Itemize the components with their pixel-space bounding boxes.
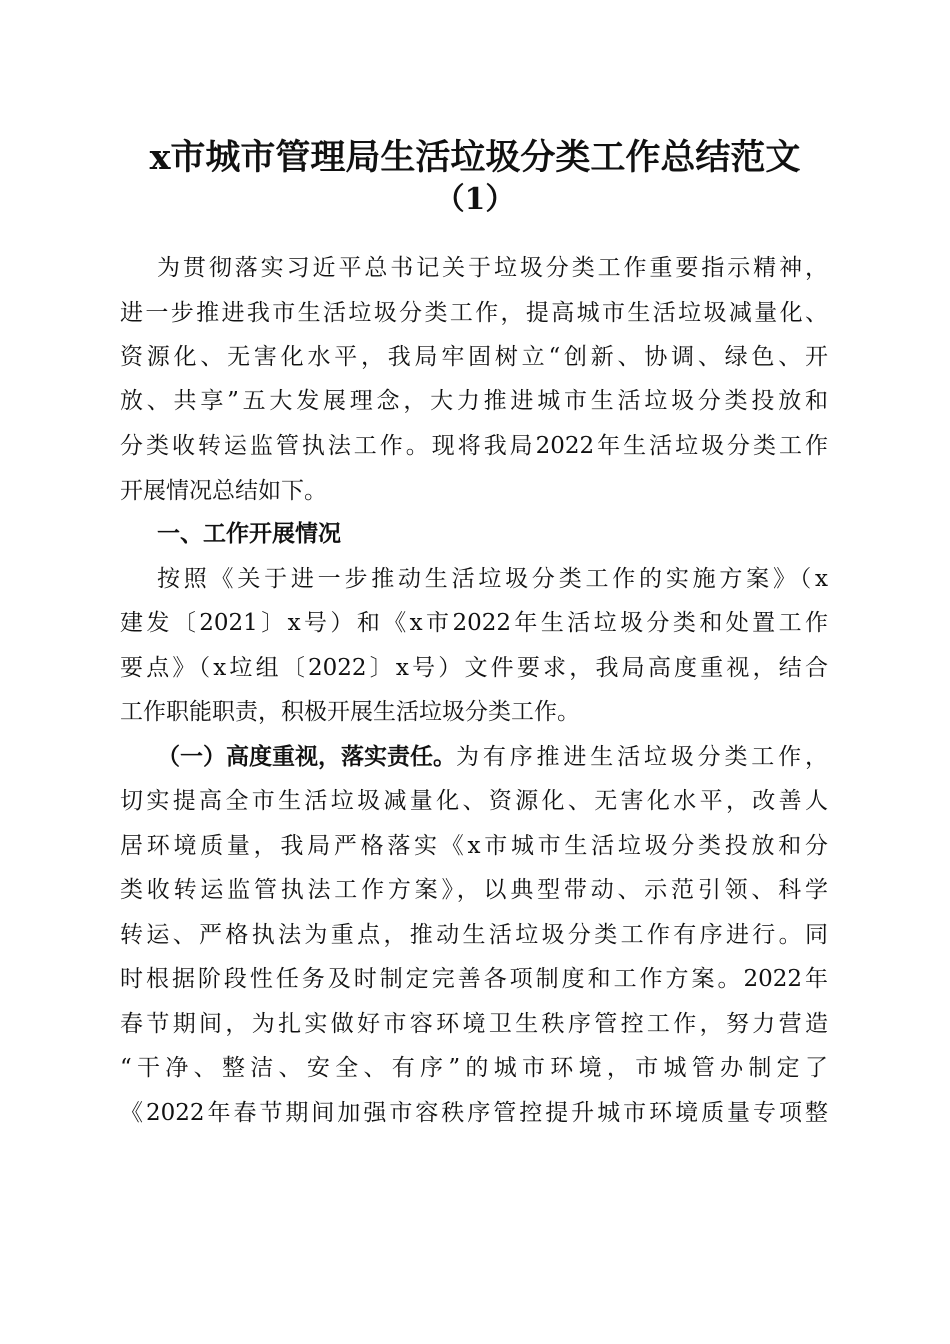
text-line: 进一步推进我市生活垃圾分类工作，提高城市生活垃圾减量化、 [120,300,828,326]
text-line: 时根据阶段性任务及时制定完善各项制度和工作方案。2022年 [120,966,828,992]
text-line: “干净、整洁、安全、有序”的城市环境，市城管办制定了 [120,1055,828,1081]
text-line: 为贯彻落实习近平总书记关于垃圾分类工作重要指示精神， [157,255,828,281]
text-line: 按照《关于进一步推动生活垃圾分类工作的实施方案》（x [157,566,828,592]
document-title: x市城市管理局生活垃圾分类工作总结范文 [149,137,801,178]
text-line [157,742,828,772]
text-line: 分类收转运监管执法工作。现将我局2022年生活垃圾分类工作 [120,433,828,459]
subsection-lead: （一）高度重视，落实责任。 [157,743,456,770]
text-line: 类收转运监管执法工作方案》，以典型带动、示范引领、科学 [120,877,828,903]
text-line: 要点》（x垃组〔2022〕x号）文件要求，我局高度重视，结合 [120,655,828,681]
text-line: 转运、严格执法为重点，推动生活垃圾分类工作有序进行。同 [120,922,828,948]
text-line: 《2022年春节期间加强市容秩序管控提升城市环境质量专项整 [120,1100,828,1126]
text-span: 为有序推进生活垃圾分类工作， [456,744,828,770]
text-line: 居环境质量，我局严格落实《x市城市生活垃圾分类投放和分 [120,833,828,859]
text-line: 切实提高全市生活垃圾减量化、资源化、无害化水平，改善人 [120,788,828,814]
section-heading: 一、工作开展情况 [157,521,341,547]
text-line: 工作职能职责，积极开展生活垃圾分类工作。 [120,699,580,725]
text-line: 放、共享”五大发展理念，大力推进城市生活垃圾分类投放和 [120,388,828,414]
document-title-number: （1） [434,182,516,217]
text-line: 建发〔2021〕x号）和《x市2022年生活垃圾分类和处置工作 [120,610,828,636]
text-line: 开展情况总结如下。 [120,478,327,504]
text-line: 春节期间，为扎实做好市容环境卫生秩序管控工作，努力营造 [120,1011,828,1037]
text-line: 资源化、无害化水平，我局牢固树立“创新、协调、绿色、开 [120,344,828,370]
